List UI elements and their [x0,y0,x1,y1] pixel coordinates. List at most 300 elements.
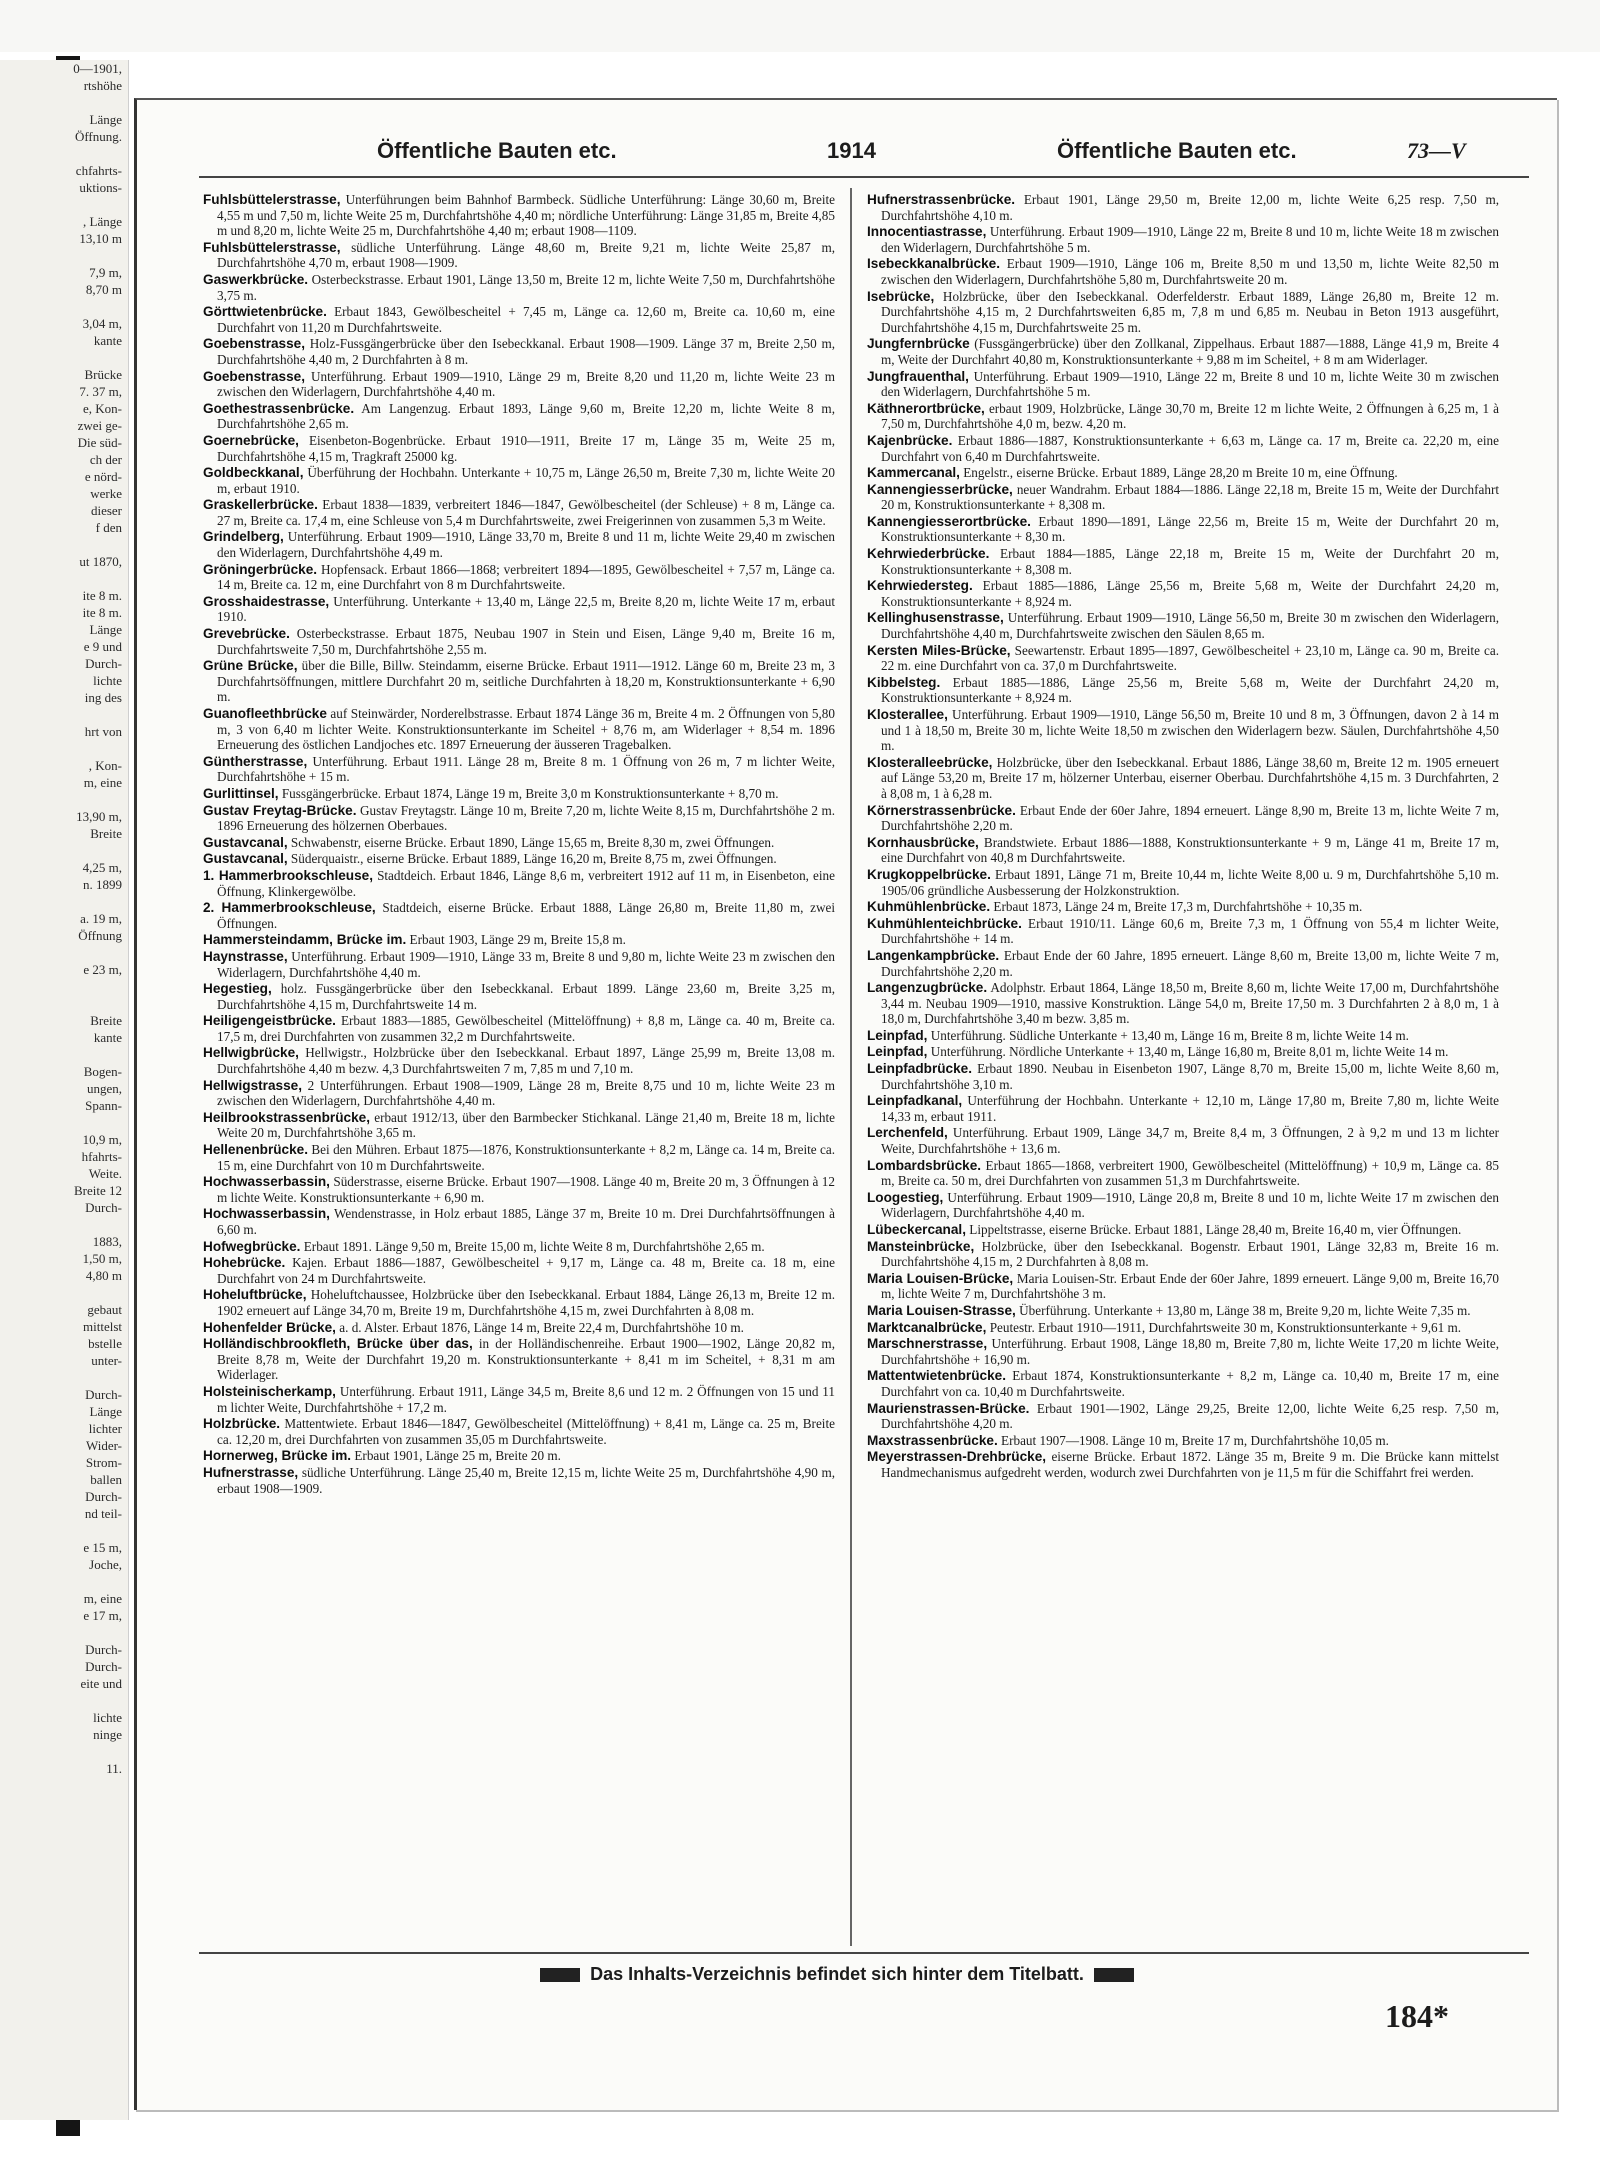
entry-text: in der Holländischenreihe. Erbaut 1900—1902, Länge 20,82 m, Breite 8,78 m, Weite der Durchfahrt 19,20 m. Konstruktionsunterkante + 8,41 m im Scheitel, + 8,31 m am Widerlager. [217,1336,835,1383]
previous-page-line [0,1743,128,1760]
entry-text: Maria Louisen-Str. Erbaut Ende der 60er Jahre, 1899 erneuert. Länge 9,00 m, Breite 16,70 m, lichte Weite 7 m, Durchfahrtshöhe 3 m. [881,1270,1499,1302]
entry-headword: Langenkampbrücke. [867,947,1000,963]
previous-page-line: Die süd- [77,435,122,450]
entry-text: Osterbeckstrasse. Erbaut 1901, Länge 13,50 m, Breite 12 m, lichte Weite 7,50 m, Durchfahrtshöhe 3,75 m. [217,271,835,303]
entry-headword: Lombardsbrücke. [867,1157,982,1173]
directory-entry [203,304,835,335]
entry-text: Unterführung. Erbaut 1909, Länge 34,7 m, Breite 8,4 m, 3 Öffnungen, 2 à 9,2 m und 13 m lichter Weite, Durchfahrtshöhe + 13,6 m. [881,1125,1499,1157]
entry-text: Unterführung der Hochbahn. Unterkante + 12,10 m, Länge 17,80 m, Breite 7,80 m, lichte Weite 14,33 m, erbaut 1911. [881,1093,1499,1124]
entry-text: südliche Unterführung. Länge 48,60 m, Breite 9,21 m, lichte Weite 25,87 m, Durchfahrtshöhe 4,70 m, erbaut 1908—1909. [217,239,835,271]
entry-text: Erbaut 1885—1886, Länge 25,56 m, Breite 5,68 m, Weite der Durchfahrt 24,20 m, Konstruktionsunterkante + 8,924 m. [881,674,1499,706]
previous-page-line: Brücke [84,367,122,382]
directory-entry [203,1174,835,1205]
entry-text: Eisenbeton-Bogenbrücke. Erbaut 1910—1911, Breite 17 m, Länge 35 m, Weite 25 m, Durchfahrtshöhe 4,15 m, Tragkraft 25000 kg. [217,432,835,464]
directory-entry [867,514,1499,545]
directory-entry [203,1078,835,1109]
previous-page-line: , Kon- [88,758,122,773]
entry-text: Unterführung. Erbaut 1909—1910, Länge 56,50 m, Breite 30 m zwischen den Widerlagern, Durchfahrtshöhe 4,40 m, Durchfahrtsweite zwischen den Säulen 8,65 m. [881,610,1499,642]
directory-entry [867,916,1499,947]
previous-page-line [0,944,128,961]
entry-headword: Isebrücke, [867,288,935,304]
previous-page-line: ite 8 m. [82,605,122,620]
entry-headword: Gröningerbrücke. [203,561,318,577]
previous-page-line [0,196,128,213]
previous-page-line [0,1573,128,1590]
entry-text: Holzbrücke, über den Isebeckkanal. Oderfelderstr. Erbaut 1889, Länge 26,80 m, Breite 12 m. Durchfahrtshöhe 4,15 m, 2 Durchfahrtsweiten 6,85 m, 7,8 m und 6,85 m. Neubau in Beton 1913 ausgeführt, Durchfahrtshöhe 4,15 m, Durchfahrtsweite 25 m. [881,288,1499,335]
entry-headword: Kammercanal, [867,465,960,481]
previous-page-line: lichter [88,1421,122,1436]
previous-page-line [0,94,128,111]
directory-entry [203,562,835,593]
entry-headword: Hoheluftbrücke, [203,1287,307,1303]
entry-text: Süderquaistr., eiserne Brücke. Erbaut 1889, Länge 16,20 m, Breite 8,75 m, zwei Öffnungen. [290,851,777,867]
previous-page-line: Joche, [89,1557,122,1572]
directory-entry [203,900,835,931]
directory-entry [867,1303,1499,1319]
previous-page-line: Durch- [85,1489,122,1504]
entry-text: Unterführung. Unterkante + 13,40 m, Länge 22,5 m, Breite 8,20 m, lichte Weite 17 m, erbaut 1910. [217,593,835,625]
previous-page-line: ing des [84,690,122,705]
running-head-left-title: Öffentliche Bauten etc. [377,138,617,163]
previous-page-line: dieser [90,503,122,518]
entry-headword: Haynstrasse, [203,948,288,964]
entry-headword: Gaswerkbrücke. [203,271,309,287]
scan-margin-top [0,0,1600,52]
entry-text: Erbaut 1838—1839, verbreitert 1846—1847, Gewölbescheitel (der Schleuse) + 8 m, Länge ca. 27 m, Breite ca. 17,4 m, eine Schleuse von 5,4 m Durchfahrtsweite, zwei Freigerinnen von zusammen 5,3 m Weite. [217,497,835,528]
entry-headword: Hellenenbrücke. [203,1142,309,1158]
entry-headword: Heilbrookstrassenbrücke, [203,1109,370,1125]
entry-headword: Jungfrauenthal, [867,368,969,384]
entry-text: Erbaut 1884—1885, Länge 22,18 m, Breite 15 m, Weite der Durchfahrt 20 m, Konstruktionsunterkante + 8,308 m. [881,546,1499,577]
entry-headword: Goernebrücke, [203,432,299,448]
entry-headword: Kehrwiederbrücke. [867,546,990,562]
previous-page-line: 7. 37 m, [79,384,122,399]
directory-entry [203,401,835,432]
directory-entry [867,1320,1499,1336]
previous-page-line [0,740,128,757]
entry-headword: Maria Louisen-Brücke, [867,1270,1014,1286]
previous-page-line: 7,9 m, [89,265,122,280]
entry-text: Unterführung. Erbaut 1909—1910, Länge 29 m, Breite 8,20 und 11,20 m, lichte Weite 23 m zwischen den Widerlagern, Durchfahrtshöhe 4,40 m. [217,368,835,400]
entry-text: Am Langenzug. Erbaut 1893, Länge 9,60 m, Breite 12,20 m, lichte Weite 8 m, Durchfahrtshöhe 2,65 m. [217,400,835,432]
previous-page-line: Durch- [85,1659,122,1674]
directory-entry [867,546,1499,577]
previous-page-line: f den [95,520,122,535]
entry-headword: Marktcanalbrücke, [867,1319,987,1335]
entry-text: Fussgängerbrücke. Erbaut 1874, Länge 19 m, Breite 3,0 m Konstruktionsunterkante + 8,70 m. [281,785,779,801]
entry-text: Holzbrücke, über den Isebeckkanal. Bogenstr. Erbaut 1901, Länge 32,83 m, Breite 16 m. Durchfahrtshöhe 4,15 m, 2 Durchfahrten à 8,08 m. [881,1238,1499,1270]
directory-entry [203,626,835,657]
previous-page-line [0,1046,128,1063]
previous-page-line: eite und [80,1676,122,1691]
entry-text: Hopfensack. Erbaut 1866—1868; verbreitert 1894—1895, Gewölbescheitel + 7,57 m, Länge ca. 14 m, Breite ca. 12 m, eine Durchfahrt von 8 m Durchfahrtsweite. [217,561,835,593]
entry-text: Unterführung. Erbaut 1909—1910, Länge 33,70 m, Breite 8 und 11 m, lichte Weite 29,40 m zwischen den Widerlagern, Durchfahrtshöhe 4,49 m. [217,529,835,561]
previous-page-line: ungen, [86,1081,122,1096]
previous-page-line: ut 1870, [79,554,122,569]
directory-entry [203,868,835,899]
directory-entry [867,1368,1499,1399]
directory-entry [203,1465,835,1496]
directory-entry [867,336,1499,367]
entry-headword: Grüne Brücke, [203,658,298,674]
previous-page-line [0,978,128,995]
entry-headword: Gustav Freytag-Brücke. [203,802,357,818]
directory-entry [867,835,1499,866]
previous-page-line: Durch- [85,656,122,671]
entry-text: (Fussgängerbrücke) über den Zollkanal, Zippelhaus. Erbaut 1887—1888, Länge 41,9 m, Breite 4 m, Weite der Durchfahrt 40,80 m, Konstruktionsunterkante + 9,88 m im Scheitel, + 8 m am Widerlager. [881,336,1499,367]
running-head-right-title: Öffentliche Bauten etc. [1057,138,1297,163]
previous-page-line [0,536,128,553]
directory-entry [867,1336,1499,1367]
directory-entry [867,369,1499,400]
entry-headword: Leinpfadbrücke. [867,1061,972,1077]
previous-page-line: Durch- [85,1387,122,1402]
previous-page-line: m, eine [83,1591,122,1606]
previous-page-line: ballen [90,1472,122,1487]
previous-page-line: rtshöhe [83,78,122,93]
previous-page-line: lichte [93,1710,122,1725]
directory-entry [867,1449,1499,1480]
directory-entry [867,1061,1499,1092]
entry-text: Unterführung. Erbaut 1909—1910, Länge 20,8 m, Breite 8 und 10 m, lichte Weite 17 m zwischen den Widerlagern, Durchfahrtshöhe 4,40 m. [881,1189,1499,1221]
previous-page-line: lichte [93,673,122,688]
entry-headword: Fuhlsbüttelerstrasse, [203,239,341,255]
directory-entry [867,1158,1499,1189]
left-column [203,192,835,1942]
previous-page-line: 11. [106,1761,122,1776]
directory-entry [867,1190,1499,1221]
pointing-hand-icon [540,1968,580,1982]
entry-text: erbaut 1909, Holzbrücke, Länge 30,70 m, Breite 12 m lichte Weite, 2 Öffnungen à 6,25 m, 1 à 7,50 m, Durchfahrtshöhe 4,0 m, bezw. 4,20 m. [881,400,1499,432]
previous-page-line: 13,10 m [79,231,122,246]
directory-entry [203,369,835,400]
entry-headword: Maria Louisen-Strasse, [867,1302,1016,1318]
entry-text: Erbaut 1890. Neubau in Eisenbeton 1907, Länge 8,70 m, Breite 15,00 m, lichte Weite 8,60 m, Durchfahrtshöhe 3,10 m. [881,1061,1499,1092]
directory-entry [203,932,835,948]
previous-page-line: Öffnung [78,928,122,943]
entry-text: Unterführung. Erbaut 1909—1910, Länge 22 m, Breite 8 und 10 m, lichte Weite 30 m zwischen den Widerlagern, Durchfahrtshöhe 5 m. [881,368,1499,400]
entry-text: Unterführung. Erbaut 1908, Länge 18,80 m, Breite 7,80 m, lichte Weite 17,20 m lichte Weite, Durchfahrtshöhe + 16,90 m. [881,1336,1499,1367]
entry-headword: Leinpfadkanal, [867,1093,963,1109]
entry-text: Osterbeckstrasse. Erbaut 1875, Neubau 1907 in Stein und Eisen, Länge 9,40 m, Breite 16 m, Durchfahrtsweite 7,50 m, Durchfahrtshöhe 2,55 m. [217,626,835,657]
directory-entry [867,948,1499,979]
previous-page-line [0,1369,128,1386]
entry-text: Erbaut 1901—1902, Länge 29,25, Breite 12,00, lichte Weite 6,25 resp. 7,50 m, Durchfahrtshöhe 4,20 m. [881,1400,1499,1432]
entry-text: Erbaut 1885—1886, Länge 25,56 m, Breite 5,68 m, Weite der Durchfahrt 24,20 m, Konstruktionsunterkante + 8,924 m. [881,578,1499,609]
previous-page-line: Öffnung. [74,129,122,144]
entry-headword: Hochwasserbassin, [203,1206,330,1222]
entry-headword: Lerchenfeld, [867,1125,948,1141]
directory-entry [867,1222,1499,1238]
directory-entry [203,803,835,834]
entry-text: a. d. Alster. Erbaut 1876, Länge 14 m, Breite 22,4 m, Durchfahrtshöhe 10 m. [339,1319,744,1335]
directory-entry [203,1336,835,1383]
entry-text: Schwabenstr, eiserne Brücke. Erbaut 1890, Länge 15,65 m, Breite 8,30 m, zwei Öffnungen. [290,834,775,850]
previous-page-line: n. 1899 [83,877,122,892]
directory-entry [867,1125,1499,1156]
entry-text: 2 Unterführungen. Erbaut 1908—1909, Länge 28 m, Breite 8,75 und 10 m, lichte Weite 23 m zwischen den Widerlagern, Durchfahrtshöhe 4,40 m. [217,1077,835,1109]
entry-headword: Hufnerstrasse, [203,1464,299,1480]
directory-entry [203,1255,835,1286]
entry-text: Unterführung. Nördliche Unterkante + 13,40 m, Länge 16,80 m, Breite 8,01 m, lichte Weite 14 m. [930,1044,1449,1060]
entry-text: Erbaut 1883—1885, Gewölbescheitel (Mittelöffnung) + 8,8 m, Länge ca. 40 m, Breite ca. 17,5 m, drei Durchfahrten von zusammen 32,2 m Durchfahrtsweite. [217,1013,835,1044]
entry-headword: Mattentwietenbrücke. [867,1368,1006,1384]
entry-headword: Holländischbrookfleth, Brücke über das, [203,1336,473,1352]
entry-headword: Gustavcanal, [203,834,288,850]
entry-text: Erbaut 1890—1891, Länge 22,56 m, Breite 15 m, Weite der Durchfahrt 20 m, Konstruktionsunterkante + 8,30 m. [881,513,1499,545]
entry-headword: Hohenfelder Brücke, [203,1319,336,1335]
directory-entry [203,949,835,980]
previous-page-line: a. 19 m, [80,911,122,926]
entry-text: Erbaut 1891, Länge 71 m, Breite 10,44 m, lichte Weite 8,00 u. 9 m, Durchfahrtshöhe 5,10 m. 1905/06 gründliche Ausbesserung der Holzkonstruktion. [881,866,1499,898]
previous-page-line [0,1522,128,1539]
previous-page-line: ch der [89,452,122,467]
directory-entry [203,1110,835,1141]
directory-entry [867,899,1499,915]
directory-page [134,98,1557,2110]
directory-entry [867,1028,1499,1044]
previous-page-line: zwei ge- [77,418,122,433]
previous-page-line: 3,04 m, [82,316,122,331]
previous-page-line [0,1284,128,1301]
entry-headword: Kajenbrücke. [867,432,953,448]
directory-entry [203,336,835,367]
entry-text: Unterführungen beim Bahnhof Barmbeck. Südliche Unterführung: Länge 30,60 m, Breite 4,55 m und 7,50 m, lichte Weite 25 m, Durchfahrtshöhe 4,40 m; nördliche Unterführung: Länge 31,85 m, Breite 4,85 m und 8,20 m, lichte Weite 25 m, Durchfahrtshöhe 4,40 m; erbaut 1908—1109. [217,192,835,239]
entry-headword: Kuhmühlenteichbrücke. [867,915,1022,931]
entry-text: Unterführung. Erbaut 1909—1910, Länge 22 m, Breite 8 und 10 m, lichte Weite 18 m zwischen den Widerlagern, Durchfahrtshöhe 5 m. [881,224,1499,255]
entry-headword: Marschnerstrasse, [867,1336,988,1352]
previous-page-line [0,1692,128,1709]
previous-page-line: ite 8 m. [82,588,122,603]
entry-text: Hellwigstr., Holzbrücke über den Isebeckkanal. Erbaut 1897, Länge 25,99 m, Breite 13,08 m. Durchfahrtshöhe 4,40 m bezw. 4,3 Durchfahrtsweiten 7 m, 7,85 m und 7,10 m. [217,1045,835,1077]
entry-text: Brandstwiete. Erbaut 1886—1888, Konstruktionsunterkante + 9 m, Länge 41 m, Breite 17 m, eine Durchfahrt von 40,8 m Durchfahrtsweite. [881,834,1499,866]
entry-headword: Körnerstrassenbrücke. [867,802,1016,818]
entry-text: Engelstr., eiserne Brücke. Erbaut 1889, Länge 28,20 m Breite 10 m, eine Öffnung. [963,465,1398,481]
previous-page-line: Breite [90,826,122,841]
previous-page-line: Weite. [88,1166,122,1181]
entry-headword: Hellwigstrasse, [203,1077,302,1093]
entry-text: Unterführung. Erbaut 1911. Länge 28 m, Breite 8 m. 1 Öffnung von 26 m, 7 m lichter Weite, Durchfahrtshöhe + 15 m. [217,753,835,785]
entry-text: Hoheluftchaussee, Holzbrücke über den Isebeckkanal. Erbaut 1884, Länge 26,13 m, Breite 12 m. 1902 erneuert auf Länge 34,70 m, Breite 19 m, Durchfahrtshöhe 4,15 m, zwei Durchfahrten à 8,08 m. [217,1287,835,1318]
entry-text: Seewartenstr. Erbaut 1895—1897, Gewölbescheitel + 23,10 m, Länge ca. 90 m, Breite ca. 22 m. eine Durchfahrt von ca. 37,0 m Durchfahrtsweite. [881,642,1499,674]
directory-entry [203,497,835,528]
entry-headword: Hornerweg, Brücke im. [203,1448,352,1464]
directory-entry [867,1271,1499,1302]
page-number: 184* [1385,1998,1449,2034]
entry-text: Mattentwiete. Erbaut 1846—1847, Gewölbescheitel (Mittelöffnung) + 8,41 m, Länge ca. 25 m, Breite ca. 12,20 m, drei Durchfahrten von zusammen 35,05 m Durchfahrtsweite. [217,1416,835,1447]
directory-entry [867,433,1499,464]
sheet-number: 73—V [1407,138,1466,163]
directory-entry [867,707,1499,754]
entry-text: Süderstrasse, eiserne Brücke. Erbaut 1907—1908. Länge 40 m, Breite 20 m, 3 Öffnungen à 12 m lichte Weite. Konstruktionsunterkante + 6,90 m. [217,1174,835,1205]
entry-headword: Mansteinbrücke, [867,1238,975,1254]
directory-entry [867,803,1499,834]
entry-headword: Kornhausbrücke, [867,834,979,850]
directory-entry [203,754,835,785]
directory-entry [203,1206,835,1237]
previous-page-line: e, Kon- [83,401,122,416]
entry-text: eiserne Brücke. Erbaut 1872. Länge 35 m, Breite 9 m. Die Brücke kann mittelst Handmechanismus aufgedreht werden, wodurch zwei Durchfahrten von je 11,5 m für die Schiffahrt frei werden. [881,1449,1499,1480]
entry-headword: Graskellerbrücke. [203,497,318,513]
entry-headword: Leinpfad, [867,1044,928,1060]
entry-headword: Görttwietenbrücke. [203,304,327,320]
directory-entry [203,1142,835,1173]
previous-page-line: Länge [89,1404,122,1419]
entry-headword: Kersten Miles-Brücke, [867,642,1011,658]
previous-page-line: Strom- [85,1455,122,1470]
entry-headword: Gurlittinsel, [203,785,279,801]
directory-entry [203,981,835,1012]
previous-page-line: 13,90 m, [76,809,122,824]
entry-headword: Langenzugbrücke. [867,980,988,996]
entry-text: Erbaut 1891. Länge 9,50 m, Breite 15,00 m, lichte Weite 8 m, Durchfahrtshöhe 2,65 m. [303,1238,765,1254]
entry-headword: Gustavcanal, [203,851,288,867]
entry-headword: Kannengiesserortbrücke. [867,513,1031,529]
previous-page-line: , Länge [83,214,122,229]
previous-page-line [0,842,128,859]
previous-page-line: ninge [93,1727,122,1742]
previous-page-line [0,706,128,723]
directory-entry [203,1045,835,1076]
entry-headword: Fuhlsbüttelerstrasse, [203,192,341,207]
entry-headword: 1. Hammerbrookschleuse, [203,867,373,883]
previous-page-line: Länge [89,622,122,637]
previous-page-line: 10,9 m, [82,1132,122,1147]
entry-text: Überführung. Unterkante + 13,80 m, Länge 38 m, Breite 9,20 m, lichte Weite 7,35 m. [1019,1302,1471,1318]
entry-text: Erbaut 1886—1887, Konstruktionsunterkante + 6,63 m, Länge ca. 17 m, Breite ca. 22,20 m, eine Durchfahrt von 6,40 m Durchfahrtsweite. [881,432,1499,464]
previous-page-line [0,893,128,910]
entry-text: Unterführung. Erbaut 1909—1910, Länge 33 m, Breite 8 und 9,80 m, lichte Weite 23 m zwischen den Widerlagern, Durchfahrtshöhe 4,40 m. [217,948,835,980]
entry-headword: Loogestieg, [867,1189,944,1205]
entry-headword: Grevebrücke. [203,626,290,642]
previous-page-line [0,247,128,264]
previous-page-line: bstelle [88,1336,122,1351]
directory-entry [867,578,1499,609]
directory-entry [867,755,1499,802]
directory-entry [203,1448,835,1464]
footer-note [457,1964,1217,1985]
entry-headword: Hammersteindamm, Brücke im. [203,932,407,948]
previous-page-line: mittelst [83,1319,122,1334]
entry-text: Erbaut Ende der 60er Jahre, 1894 erneuert. Länge 8,90 m, Breite 13 m, lichte Weite 7 m, Durchfahrtshöhe 2,20 m. [881,802,1499,834]
entry-headword: Goethestrassenbrücke. [203,400,355,416]
entry-text: Erbaut 1903, Länge 29 m, Breite 15,8 m. [409,932,626,948]
entry-headword: Guanofleethbrücke [203,706,327,721]
entry-headword: Grosshaidestrasse, [203,593,330,609]
directory-entry [203,1239,835,1255]
entry-headword: Hochwasserbassin, [203,1174,330,1190]
previous-page-line: hrt von [84,724,122,739]
entry-text: Erbaut 1874, Konstruktionsunterkante + 8,2 m, Länge ca. 10,40 m, Breite 17 m, eine Durchfahrt von ca. 10,40 m Durchfahrtsweite. [881,1368,1499,1399]
previous-page-line: e 23 m, [83,962,122,977]
previous-page-line: Bogen- [83,1064,122,1079]
directory-entry [867,867,1499,898]
header-rule [199,176,1529,178]
entry-text: Wendenstrasse, in Holz erbaut 1885, Länge 37 m, Breite 10 m. Drei Durchfahrtsöffnungen à 6,60 m. [217,1206,835,1237]
entry-text: Erbaut 1909—1910, Länge 106 m, Breite 8,50 m und 13,50 m, lichte Weite 82,50 m zwischen den Widerlagern, Durchfahrtshöhe 5,80 m, Durchfahrtsweite 20 m. [881,256,1499,287]
running-head-year: 1914 [827,138,876,163]
entry-text: Holz-Fussgängerbrücke über den Isebeckkanal. Erbaut 1908—1909. Länge 37 m, Breite 2,50 m, Durchfahrtshöhe 4,40 m, 2 Durchfahrten à 8 m. [217,336,835,367]
directory-entry [867,610,1499,641]
entry-headword: Isebeckkanalbrücke. [867,256,1000,272]
previous-page-line: 4,80 m [85,1268,122,1283]
entry-headword: Hellwigbrücke, [203,1045,299,1061]
directory-entry [867,224,1499,255]
previous-page-line: Durch- [85,1200,122,1215]
entry-text: holz. Fussgängerbrücke über den Isebeckkanal. Erbaut 1899. Länge 23,60 m, Breite 3,25 m, Durchfahrtshöhe 4,15 m, Durchfahrtsweite 14 m. [217,981,835,1012]
directory-entry [203,835,835,851]
entry-headword: Jungfernbrücke [867,336,970,352]
directory-entry [203,594,835,625]
entry-headword: Kellinghusenstrasse, [867,610,1004,626]
entry-headword: Goebenstrasse, [203,368,305,384]
previous-page-line: Länge [89,112,122,127]
entry-headword: Hufnerstrassenbrücke. [867,192,1016,207]
entry-text: Unterführung. Südliche Unterkante + 13,40 m, Länge 16 m, Breite 8 m, lichte Weite 14 m. [930,1027,1409,1043]
directory-entry [867,1401,1499,1432]
entry-text: Lippeltstrasse, eiserne Brücke. Erbaut 1881, Länge 28,40 m, Breite 16,40 m, vier Öffnungen. [969,1222,1462,1237]
directory-entry [203,786,835,802]
entry-text: auf Steinwärder, Norderelbstrasse. Erbaut 1874 Länge 36 m, Breite 4 m. 2 Öffnungen von 5,80 m, 3 von 6,40 m lichter Weite. Konstruktionsunterkante im Scheitel + 8,76 m, am Widerlager + 8,54 m. 1896 Erneuerung des östlichen Landjoches etc. 1897 Erneuerung der äusseren Tragebalken. [217,706,835,753]
previous-page-line: Durch- [85,1642,122,1657]
entry-headword: Holzbrücke. [203,1416,281,1432]
directory-entry [203,1416,835,1447]
entry-headword: Kannengiesserbrücke, [867,481,1013,497]
column-separator [850,188,852,1946]
entry-text: Peutestr. Erbaut 1910—1911, Durchfahrtsweite 30 m, Konstruktionsunterkante + 9,61 m. [989,1319,1462,1335]
directory-entry [867,256,1499,287]
directory-entry [203,240,835,271]
directory-entry [203,433,835,464]
previous-page-line: nd teil- [84,1506,122,1521]
previous-page-line: 1883, [92,1234,122,1249]
entry-text: neuer Wandrahm. Erbaut 1884—1886. Länge 22,18 m, Breite 15 m, Weite der Durchfahrt 20 m, Konstruktionsunterkante + 8,308 m. [881,481,1499,513]
directory-entry [203,272,835,303]
entry-text: Erbaut 1910/11. Länge 60,6 m, Breite 7,3 m, 1 Öffnung von 55,4 m lichter Weite, Durchfahrtshöhe + 14 m. [881,915,1499,947]
directory-entry [867,482,1499,513]
entry-headword: Holsteinischerkamp, [203,1383,336,1399]
directory-entry [203,192,835,239]
directory-entry [867,192,1499,223]
directory-entry [867,1044,1499,1060]
entry-text: erbaut 1912/13, über den Barmbecker Stichkanal. Länge 21,40 m, Breite 18 m, lichte Weite 20 m, Durchfahrtshöhe 3,65 m. [217,1109,835,1141]
entry-headword: Leinpfad, [867,1027,928,1043]
previous-page-line [0,349,128,366]
previous-page-line: hfahrts- [81,1149,122,1164]
directory-entry [867,980,1499,1027]
right-column [867,192,1499,1942]
entry-text: Erbaut 1901, Länge 25 m, Breite 20 m. [354,1448,561,1464]
previous-page-line: e nörd- [84,469,122,484]
previous-page-line: 8,70 m [85,282,122,297]
directory-entry [867,465,1499,481]
entry-headword: Innocentiastrasse, [867,224,987,240]
previous-page-line: uktions- [79,180,122,195]
entry-text: Holzbrücke, über den Isebeckkanal. Erbaut 1886, Länge 38,60 m, Breite 12 m. 1905 erneuert auf Länge 53,20 m, Breite 17 m, hölzerner Unterbau, eiserner Oberbau. Durchfahrtshöhe 4,15 m. 3 Durchfahrten, 2 à 8,08 m, 1 à 6,28 m. [881,754,1499,801]
previous-page-line: e 17 m, [83,1608,122,1623]
directory-entry [203,529,835,560]
directory-entry [203,1287,835,1318]
previous-page-line [0,298,128,315]
entry-text: Unterführung. Erbaut 1911, Länge 34,5 m, Breite 8,6 und 12 m. 2 Öffnungen von 15 und 11 m lichter Weite, Durchfahrtshöhe + 17,2 m. [217,1383,835,1415]
entry-text: Gustav Freytagstr. Länge 10 m, Breite 7,20 m, lichte Weite 8,15 m, Durchfahrtshöhe 2 m. 1896 Erneuerung des hölzernen Oberbaues. [217,802,835,834]
previous-page-line: e 9 und [83,639,122,654]
entry-headword: Klosteralleebrücke, [867,754,993,770]
entry-text: Erbaut 1865—1868, verbreitert 1900, Gewölbescheitel (Mittelöffnung) + 10,9 m, Länge ca. 85 m, Breite ca. 50 m, drei Durchfahrten von zusammen 51,3 m Durchfahrtsweite. [881,1157,1499,1189]
entry-headword: Güntherstrasse, [203,753,308,769]
previous-page-line [0,1624,128,1641]
previous-page-line [0,1114,128,1131]
